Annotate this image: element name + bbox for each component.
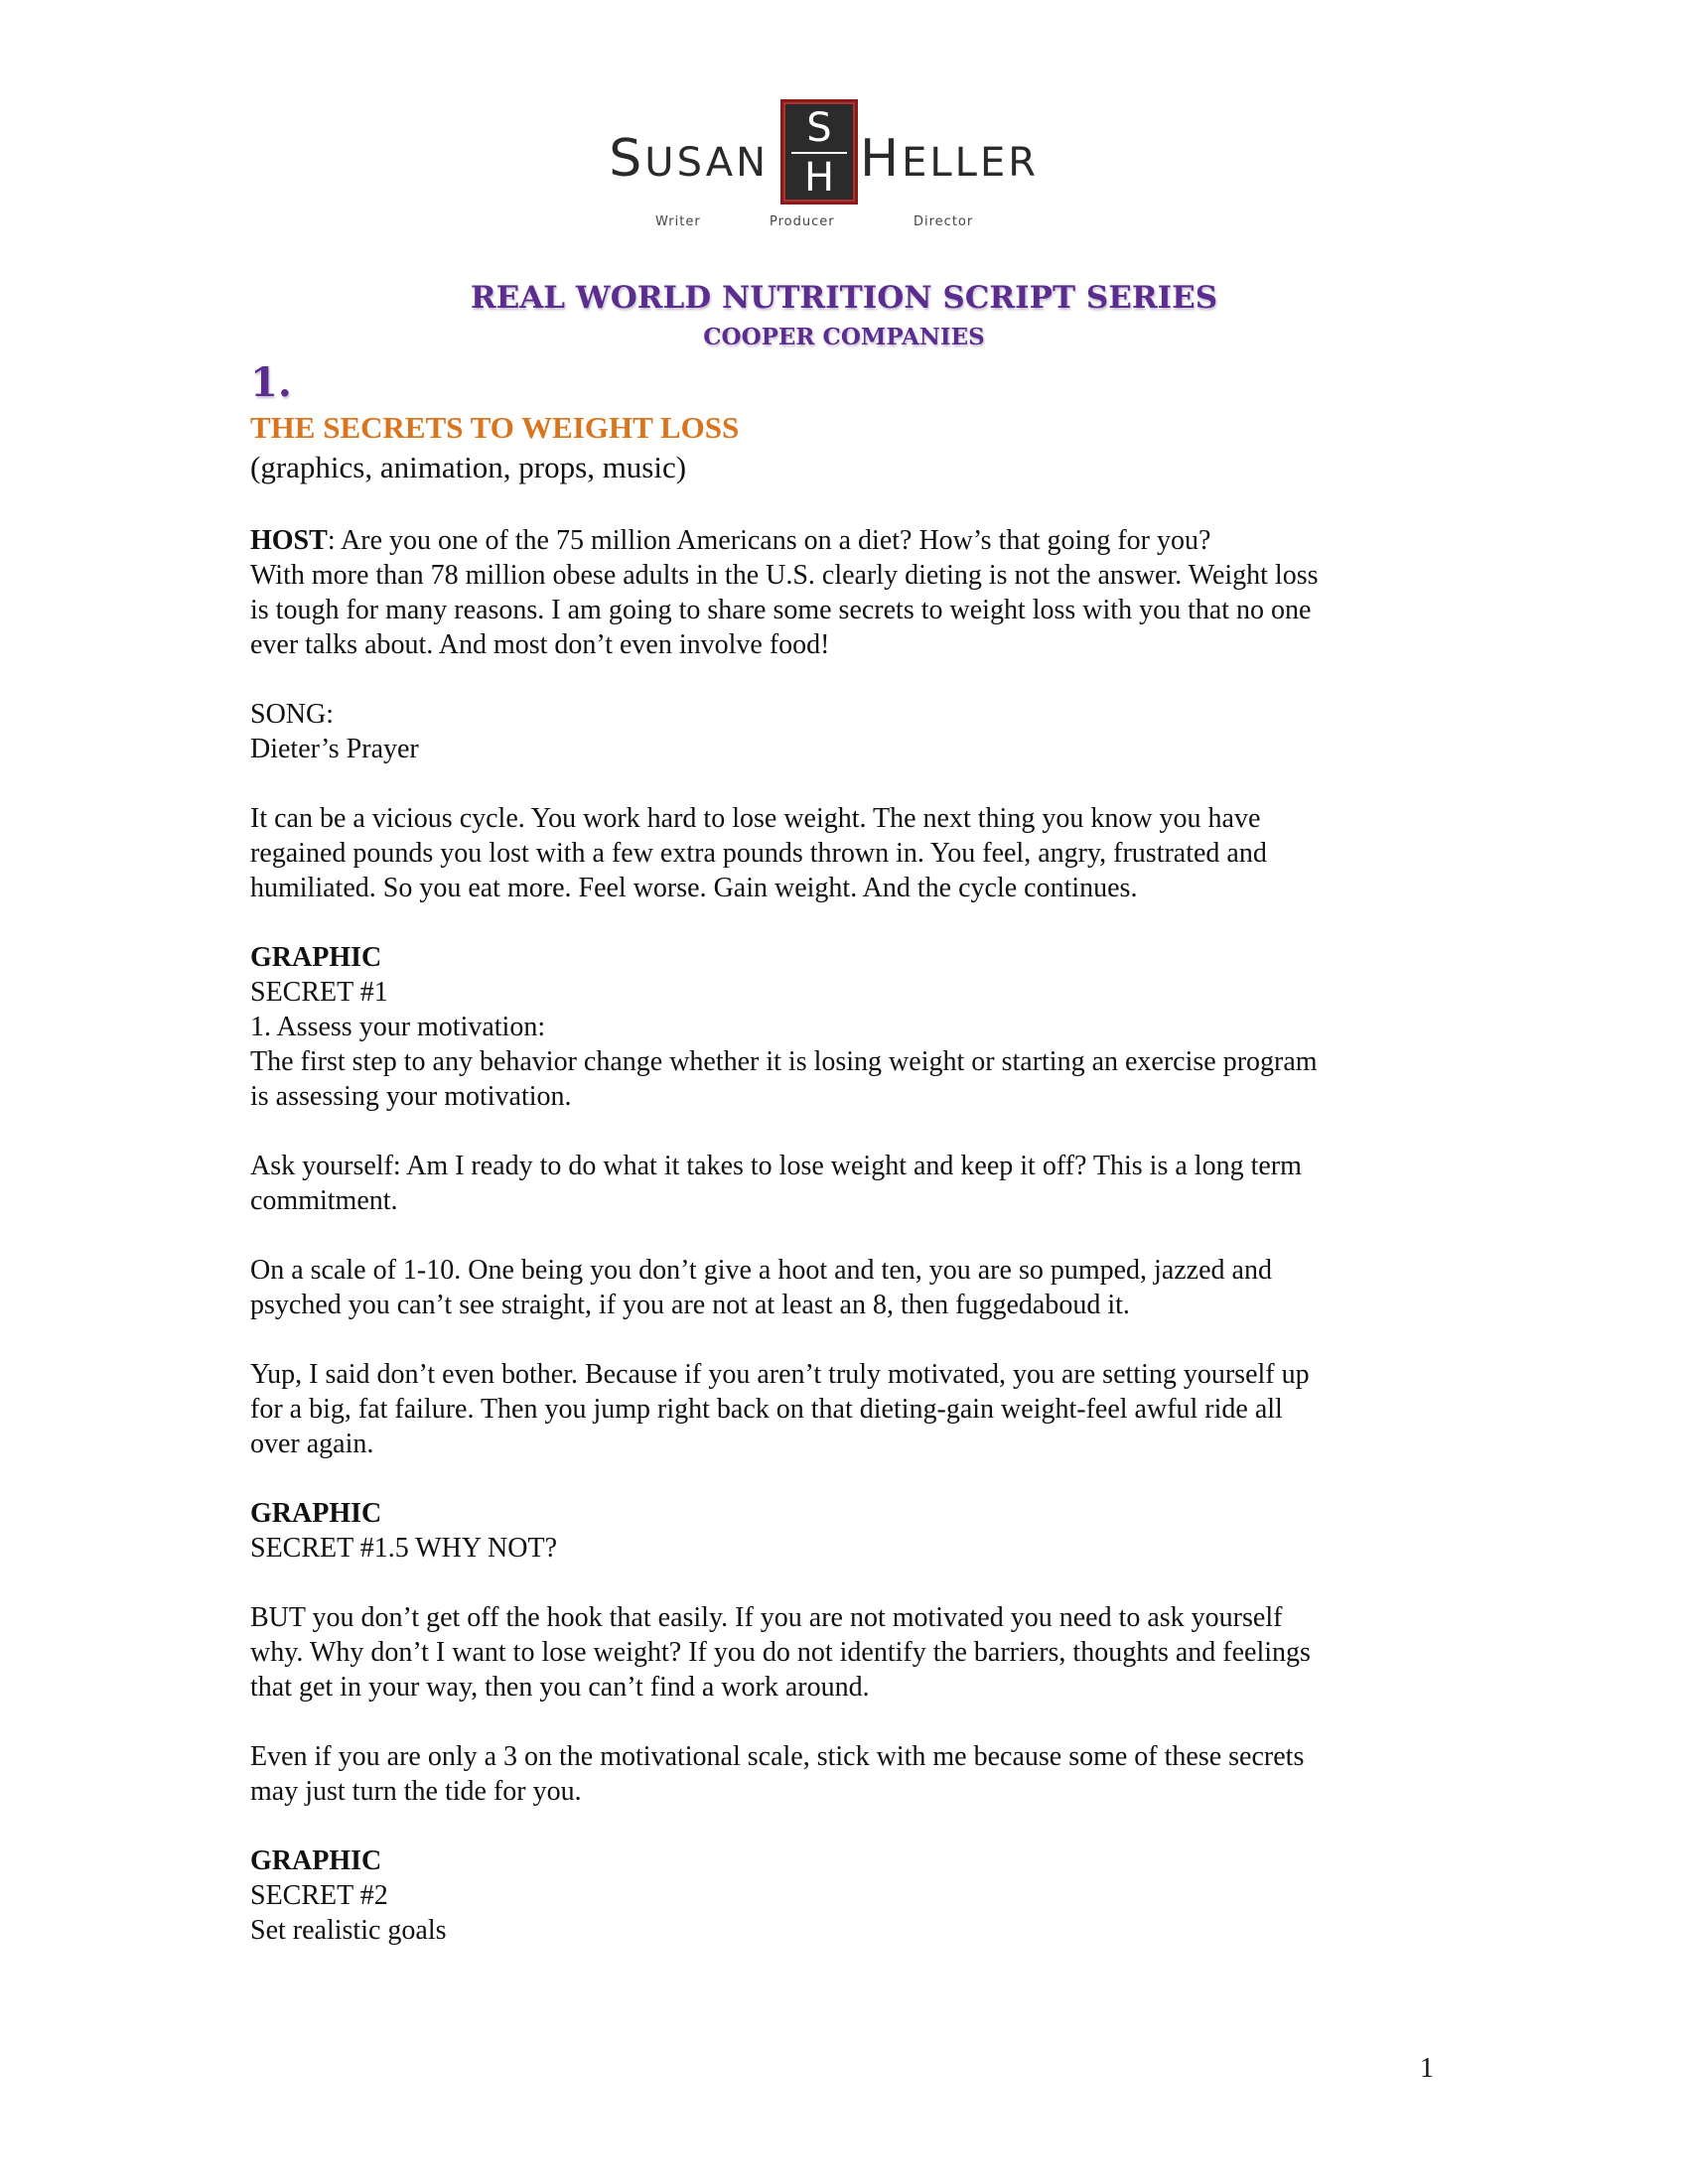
letterhead-name-first: SUSAN [609, 129, 769, 189]
but-paragraph: BUT you don’t get off the hook that easily. If you are not motivated you need to ask yourself why. Why don’t I want to lose weight? If you do not identify the barriers, thoughts and feelings that get in your way, then you can’t find a work around. [250, 1602, 1311, 1703]
role-director: Director [914, 214, 974, 229]
graphic-label: GRAPHIC [250, 1498, 382, 1529]
cycle-paragraph: It can be a vicious cycle. You work hard to lose weight. The next thing you know you have regained pounds you lost with a few extra pounds thrown in. You feel, angry, frustrated and humiliated. So you eat more. Feel worse. Gain weight. And the cycle continues. [250, 803, 1267, 903]
song-label: SONG: [250, 699, 335, 730]
episode-number: 1. [250, 359, 292, 406]
host-label: HOST [250, 525, 328, 556]
host-paragraph: HOST: Are you one of the 75 million Americans on a diet? How’s that going for you? With more than 78 million obese adults in the U.S. clearly dieting is not the answer. Weight loss is tough for many reasons. I am going to share some secrets to weight loss with you that no one ever talks about. And most don’t even involve food! [250, 525, 1319, 660]
script-body [250, 409, 1442, 1982]
graphic-label: GRAPHIC [250, 1845, 382, 1876]
letterhead [0, 95, 1688, 244]
graphic-cue-2: GRAPHIC SECRET #1.5 WHY NOT? [250, 1498, 558, 1564]
graphic-cue-1: GRAPHIC SECRET #1 1. Assess your motivation: The first step to any behavior change whether it is losing weight or starting an exercise program is assessing your motivation. [250, 942, 1318, 1112]
even-paragraph: Even if you are only a 3 on the motivational scale, stick with me because some of these secrets may just turn the tide for you. [250, 1741, 1305, 1807]
episode-title: THE SECRETS TO WEIGHT LOSS [250, 410, 740, 445]
song-title: Dieter’s Prayer [250, 734, 419, 764]
letterhead-name-last: HELLER [860, 129, 1040, 189]
page-number: 1 [1420, 2053, 1434, 2084]
scale-paragraph: On a scale of 1-10. One being you don’t give a hoot and ten, you are so pumped, jazzed and psyched you can’t see straight, if you are not at least an 8, then fuggedaboud it. [250, 1255, 1272, 1320]
series-title: REAL WORLD NUTRITION SCRIPT SERIES [470, 280, 1218, 316]
sh-logo [780, 99, 858, 205]
role-producer: Producer [770, 214, 835, 229]
role-writer: Writer [655, 214, 701, 229]
yup-paragraph: Yup, I said don’t even bother. Because if you aren’t truly motivated, you are setting yourself up for a big, fat failure. Then you jump right back on that dieting-gain weight-feel awful ride all over again. [250, 1359, 1310, 1459]
graphic-cue-3: GRAPHIC SECRET #2 Set realistic goals [250, 1845, 447, 1946]
logo-letter-h: H [803, 155, 835, 201]
ask-paragraph: Ask yourself: Am I ready to do what it takes to lose weight and keep it off? This is a long term commitment. [250, 1151, 1302, 1216]
logo-letter-s: S [806, 105, 832, 151]
graphic-label: GRAPHIC [250, 942, 382, 973]
song-cue [250, 697, 1442, 766]
series-subtitle: COOPER COMPANIES [703, 324, 985, 350]
episode-production-note: (graphics, animation, props, music) [250, 450, 687, 484]
